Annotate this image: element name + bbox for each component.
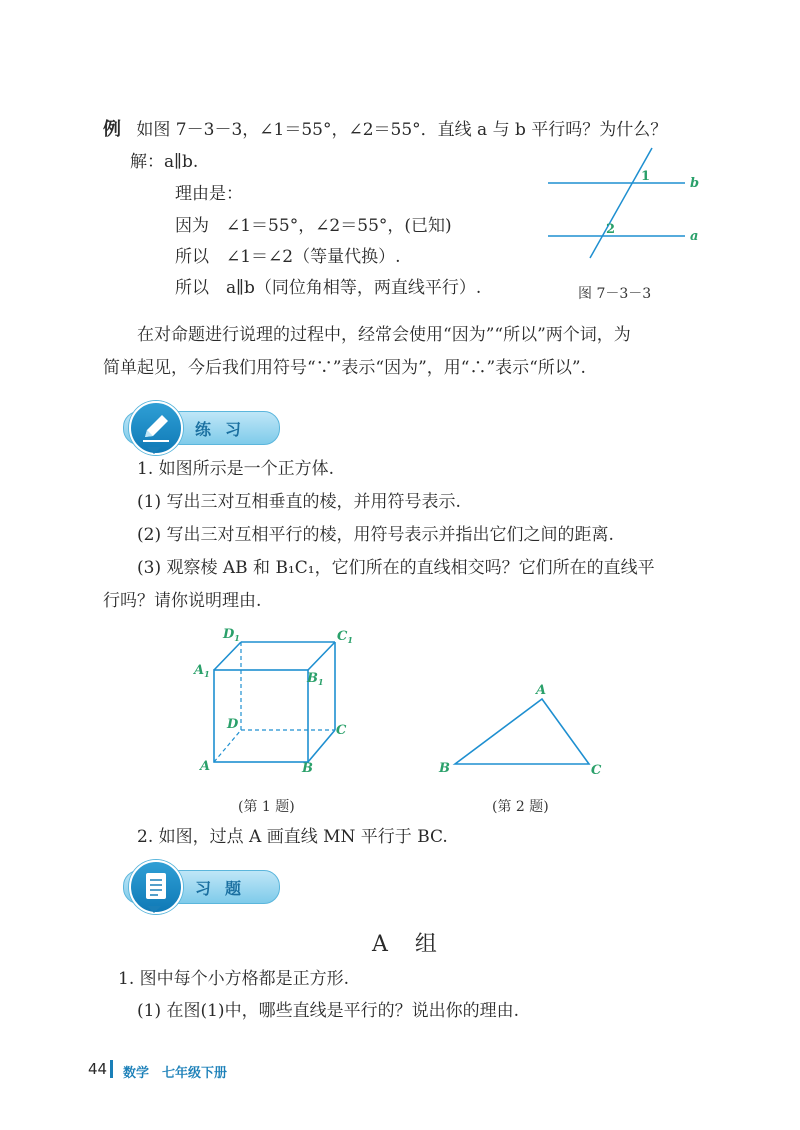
page-number: 44: [88, 1060, 108, 1078]
example-label: 例: [103, 119, 121, 140]
cube-label-A: A: [200, 759, 211, 774]
svg-text:C1: $C_1$: [337, 629, 353, 645]
practice-q1: 1. 如图所示是一个正方体.: [137, 459, 335, 479]
angle-2-label: 2: [606, 222, 616, 237]
figure-7-3-3: [540, 140, 710, 260]
example-step1: 因为 ∠1＝55°，∠2＝55°，(已知): [175, 216, 452, 236]
practice-banner-label: 练习: [195, 420, 256, 439]
triangle-label-B: B: [439, 761, 450, 776]
triangle-label-A: A: [536, 683, 547, 698]
cube-label-B: B: [302, 761, 313, 776]
line-a-label: a: [690, 229, 699, 244]
example-step3: 所以 a∥b（同位角相等，两直线平行）.: [175, 278, 482, 298]
cube-label-A1: A: [194, 663, 205, 678]
example-step2: 所以 ∠1＝∠2（等量代换）.: [175, 247, 401, 267]
example-solution: 解：a∥b.: [130, 152, 199, 172]
practice-q2: 2. 如图，过点 A 画直线 MN 平行于 BC.: [137, 827, 448, 847]
book-title: 数学 七年级下册: [123, 1066, 228, 1081]
cube-label-C1: C: [337, 629, 348, 644]
exercises-banner-label: 习题: [195, 879, 256, 898]
example-reason-title: 理由是：: [175, 184, 243, 204]
footer-divider: [110, 1060, 113, 1078]
svg-text:D1: $D_1$: [223, 627, 240, 643]
example-question: 如图 7－3－3，∠1＝55°，∠2＝55°．直线 a 与 b 平行吗？为什么？: [136, 120, 668, 140]
cube-label-C: C: [336, 723, 347, 738]
triangle-abc: [455, 699, 589, 764]
transversal: [590, 148, 652, 258]
cube-label-B1: B: [307, 671, 318, 686]
practice-banner: [103, 407, 278, 447]
practice-q1-1: (1) 写出三对互相垂直的棱，并用符号表示.: [137, 492, 461, 512]
paragraph-line2: 简单起见，今后我们用符号“∵”表示“因为”，用“∴”表示“所以”.: [103, 358, 586, 378]
exercises-banner: [103, 866, 278, 906]
cube-label-D: D: [227, 717, 239, 732]
figure-7-3-3-caption: 图 7－3－3: [578, 286, 652, 302]
cube-front-face: [214, 670, 308, 762]
triangle-figure: [435, 680, 610, 780]
cube-figure: [190, 618, 360, 778]
practice-q1-3a: (3) 观察棱 AB 和 B₁C₁，它们所在的直线相交吗？它们所在的直线平: [137, 558, 655, 578]
angle-1-label: 1: [641, 169, 651, 184]
triangle-label-C: C: [591, 763, 602, 778]
line-b-label: b: [690, 176, 700, 191]
svg-text:A1: $A_1$: [194, 663, 210, 679]
example-question-row: [103, 118, 667, 142]
practice-q1-2: (2) 写出三对互相平行的棱，用符号表示并指出它们之间的距离.: [137, 525, 614, 545]
paragraph-line1: 在对命题进行说理的过程中，经常会使用“因为”“所以”两个词，为: [137, 325, 631, 345]
cube-caption: (第 1 题): [238, 799, 295, 815]
exercises-q1-1: (1) 在图(1)中，哪些直线是平行的？说出你的理由.: [137, 1001, 519, 1021]
exercises-q1: 1. 图中每个小方格都是正方形.: [118, 969, 350, 989]
hidden-edge-ad: [214, 730, 241, 762]
practice-q1-3b: 行吗？请你说明理由.: [103, 591, 262, 611]
triangle-caption: (第 2 题): [492, 799, 549, 815]
group-title: A 组: [372, 932, 447, 957]
cube-label-D1: D: [223, 627, 235, 642]
svg-text:B1: $B_1$: [307, 671, 324, 687]
